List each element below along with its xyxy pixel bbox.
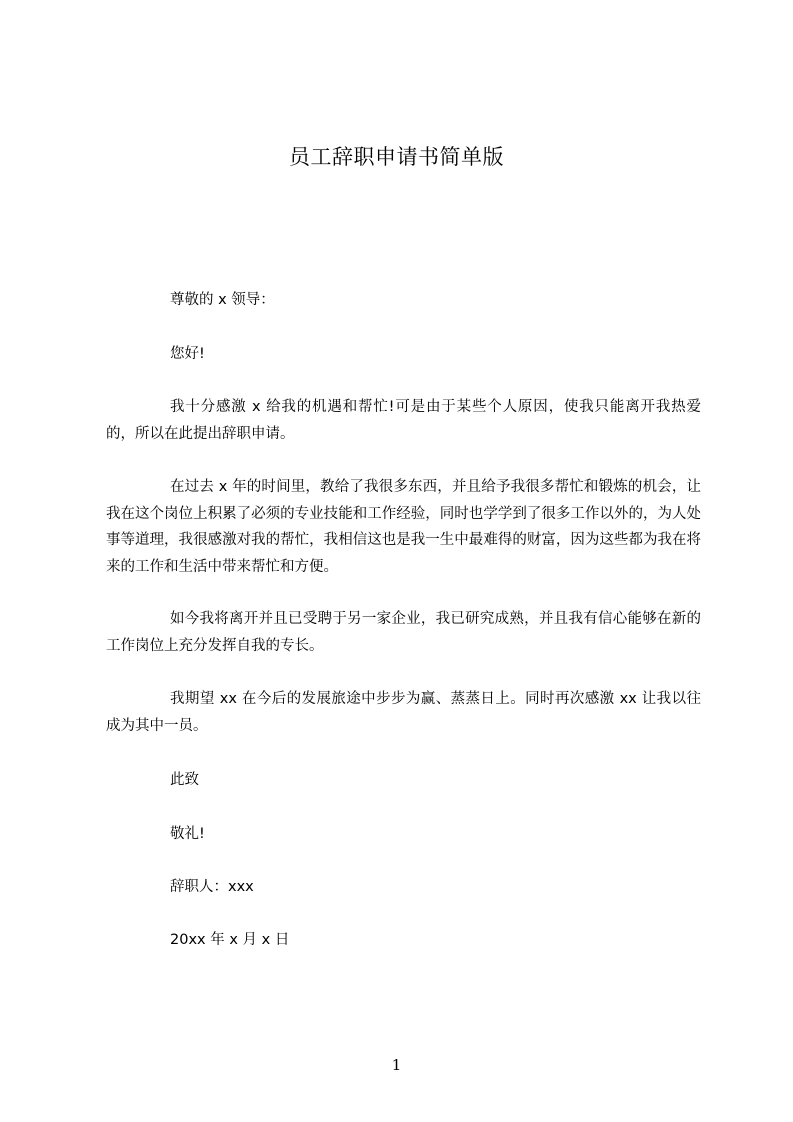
paragraph-2: 在过去 x 年的时间里，教给了我很多东西，并且给予我很多帮忙和锻炼的机会，让我在这个岗位上积累了必须的专业技能和工作经验，同时也学学到了很多工作以外的，为人处事等道理，我很感激对我的帮忙，我相信这也是我一生中最难得的财富，因为这些都为我在将来的工作和生活中带来帮忙和方便。 [106, 479, 701, 575]
date: 20xx 年 x 月 x 日 [170, 932, 290, 948]
closing-line-1: 此致 [170, 772, 199, 788]
document-title: 员工辞职申请书简单版 [289, 145, 504, 169]
greeting: 您好! [170, 346, 205, 362]
closing-line-2: 敬礼! [170, 826, 205, 842]
salutation: 尊敬的 x 领导： [170, 292, 275, 308]
paragraph-4: 我期望 xx 在今后的发展旅途中步步为赢、蒸蒸日上。同时再次感激 xx 让我以往成为其中一员。 [106, 691, 701, 734]
signer: 辞职人：xxx [170, 879, 254, 895]
page-number: 1 [391, 1056, 402, 1074]
paragraph-1: 我十分感激 x 给我的机遇和帮忙!可是由于某些个人原因，使我只能离开我热爱的，所以在此提出辞职申请。 [106, 399, 701, 442]
paragraph-3: 如今我将离开并且已受聘于另一家企业，我已研究成熟，并且我有信心能够在新的工作岗位上充分发挥自我的专长。 [106, 611, 701, 654]
